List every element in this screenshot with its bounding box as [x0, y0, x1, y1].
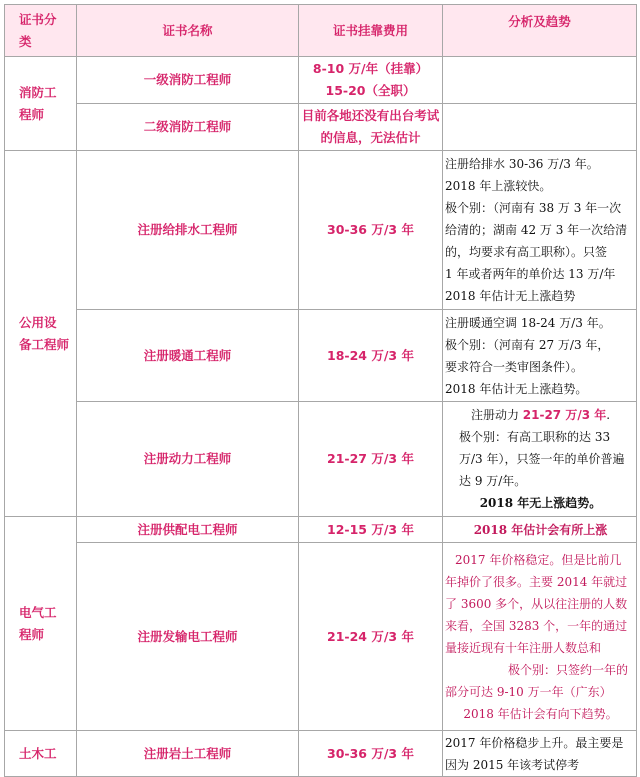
category-electric: 电气工 程师 — [5, 517, 77, 731]
cert-fee: 18-24 万/3 年 — [299, 310, 443, 402]
cert-name: 注册给排水工程师 — [77, 151, 299, 310]
cert-analysis: 注册动力 21-27 万/3 年. 极个别：有高工职称的达 33 万/3 年），只签一年的单价普遍 达 9 万/年。 2018 年无上涨趋势。 — [443, 402, 637, 517]
cert-name: 注册动力工程师 — [77, 402, 299, 517]
cert-fee: 目前各地还没有出台考试 的信息，无法估计 — [299, 104, 443, 151]
cert-fee: 30-36 万/3 年 — [299, 151, 443, 310]
table-row — [5, 104, 637, 151]
cert-fee: 21-24 万/3 年 — [299, 543, 443, 731]
cert-analysis: 2018 年估计会有所上涨 — [443, 517, 637, 543]
cert-analysis: 注册给排水 30-36 万/3 年。 2018 年上涨较快。 极个别：（河南有 38 万 3 年一次 给清的；湖南 42 万 3 年一次给清 的，均要求有高工职称）。只签 1 年或者两年的单价达 13 万/年 2018 年估计无上涨趋势 — [443, 151, 637, 310]
cert-fee: 30-36 万/3 年 — [299, 731, 443, 777]
cert-name: 注册暖通工程师 — [77, 310, 299, 402]
header-name: 证书名称 — [77, 5, 299, 57]
cert-analysis: 2017 年价格稳步上升。最主要是 因为 2015 年该考试停考 — [443, 731, 637, 777]
table-row — [5, 731, 637, 777]
cert-name: 注册供配电工程师 — [77, 517, 299, 543]
table-row — [5, 402, 637, 517]
cert-fee: 12-15 万/3 年 — [299, 517, 443, 543]
cert-name: 注册发输电工程师 — [77, 543, 299, 731]
cert-name: 二级消防工程师 — [77, 104, 299, 151]
table-row — [5, 543, 637, 731]
cert-name: 一级消防工程师 — [77, 57, 299, 104]
cert-analysis: 注册暖通空调 18-24 万/3 年。 极个别：（河南有 27 万/3 年， 要求符合一类审图条件）。 2018 年估计无上涨趋势。 — [443, 310, 637, 402]
cert-fee: 21-27 万/3 年 — [299, 402, 443, 517]
cert-fee: 8-10 万/年（挂靠） 15-20（全职） — [299, 57, 443, 104]
category-fire: 消防工 程师 — [5, 57, 77, 151]
header-analysis: 分析及趋势 — [443, 5, 637, 57]
category-civil: 土木工 — [5, 731, 77, 777]
table-row — [5, 517, 637, 543]
certificate-table — [4, 4, 637, 777]
category-public: 公用设 备工程师 — [5, 151, 77, 517]
table-row — [5, 310, 637, 402]
cert-name: 注册岩土工程师 — [77, 731, 299, 777]
cert-analysis: 2017 年价格稳定。但是比前几 年掉价了很多。主要 2014 年就过 了 3600 多个，从以往注册的人数 来看，全国 3283 个，一年的通过 量接近现有十年注册人数总和 极个别：只签约一年的 部分可达 9-10 万一年（广东） 2018 年估计会有向下趋势。 — [443, 543, 637, 731]
header-category: 证书分 类 — [5, 5, 77, 57]
cert-analysis — [443, 57, 637, 104]
table-row — [5, 57, 637, 104]
header-fee: 证书挂靠费用 — [299, 5, 443, 57]
cert-analysis — [443, 104, 637, 151]
header-row — [5, 5, 637, 57]
table-row — [5, 151, 637, 310]
